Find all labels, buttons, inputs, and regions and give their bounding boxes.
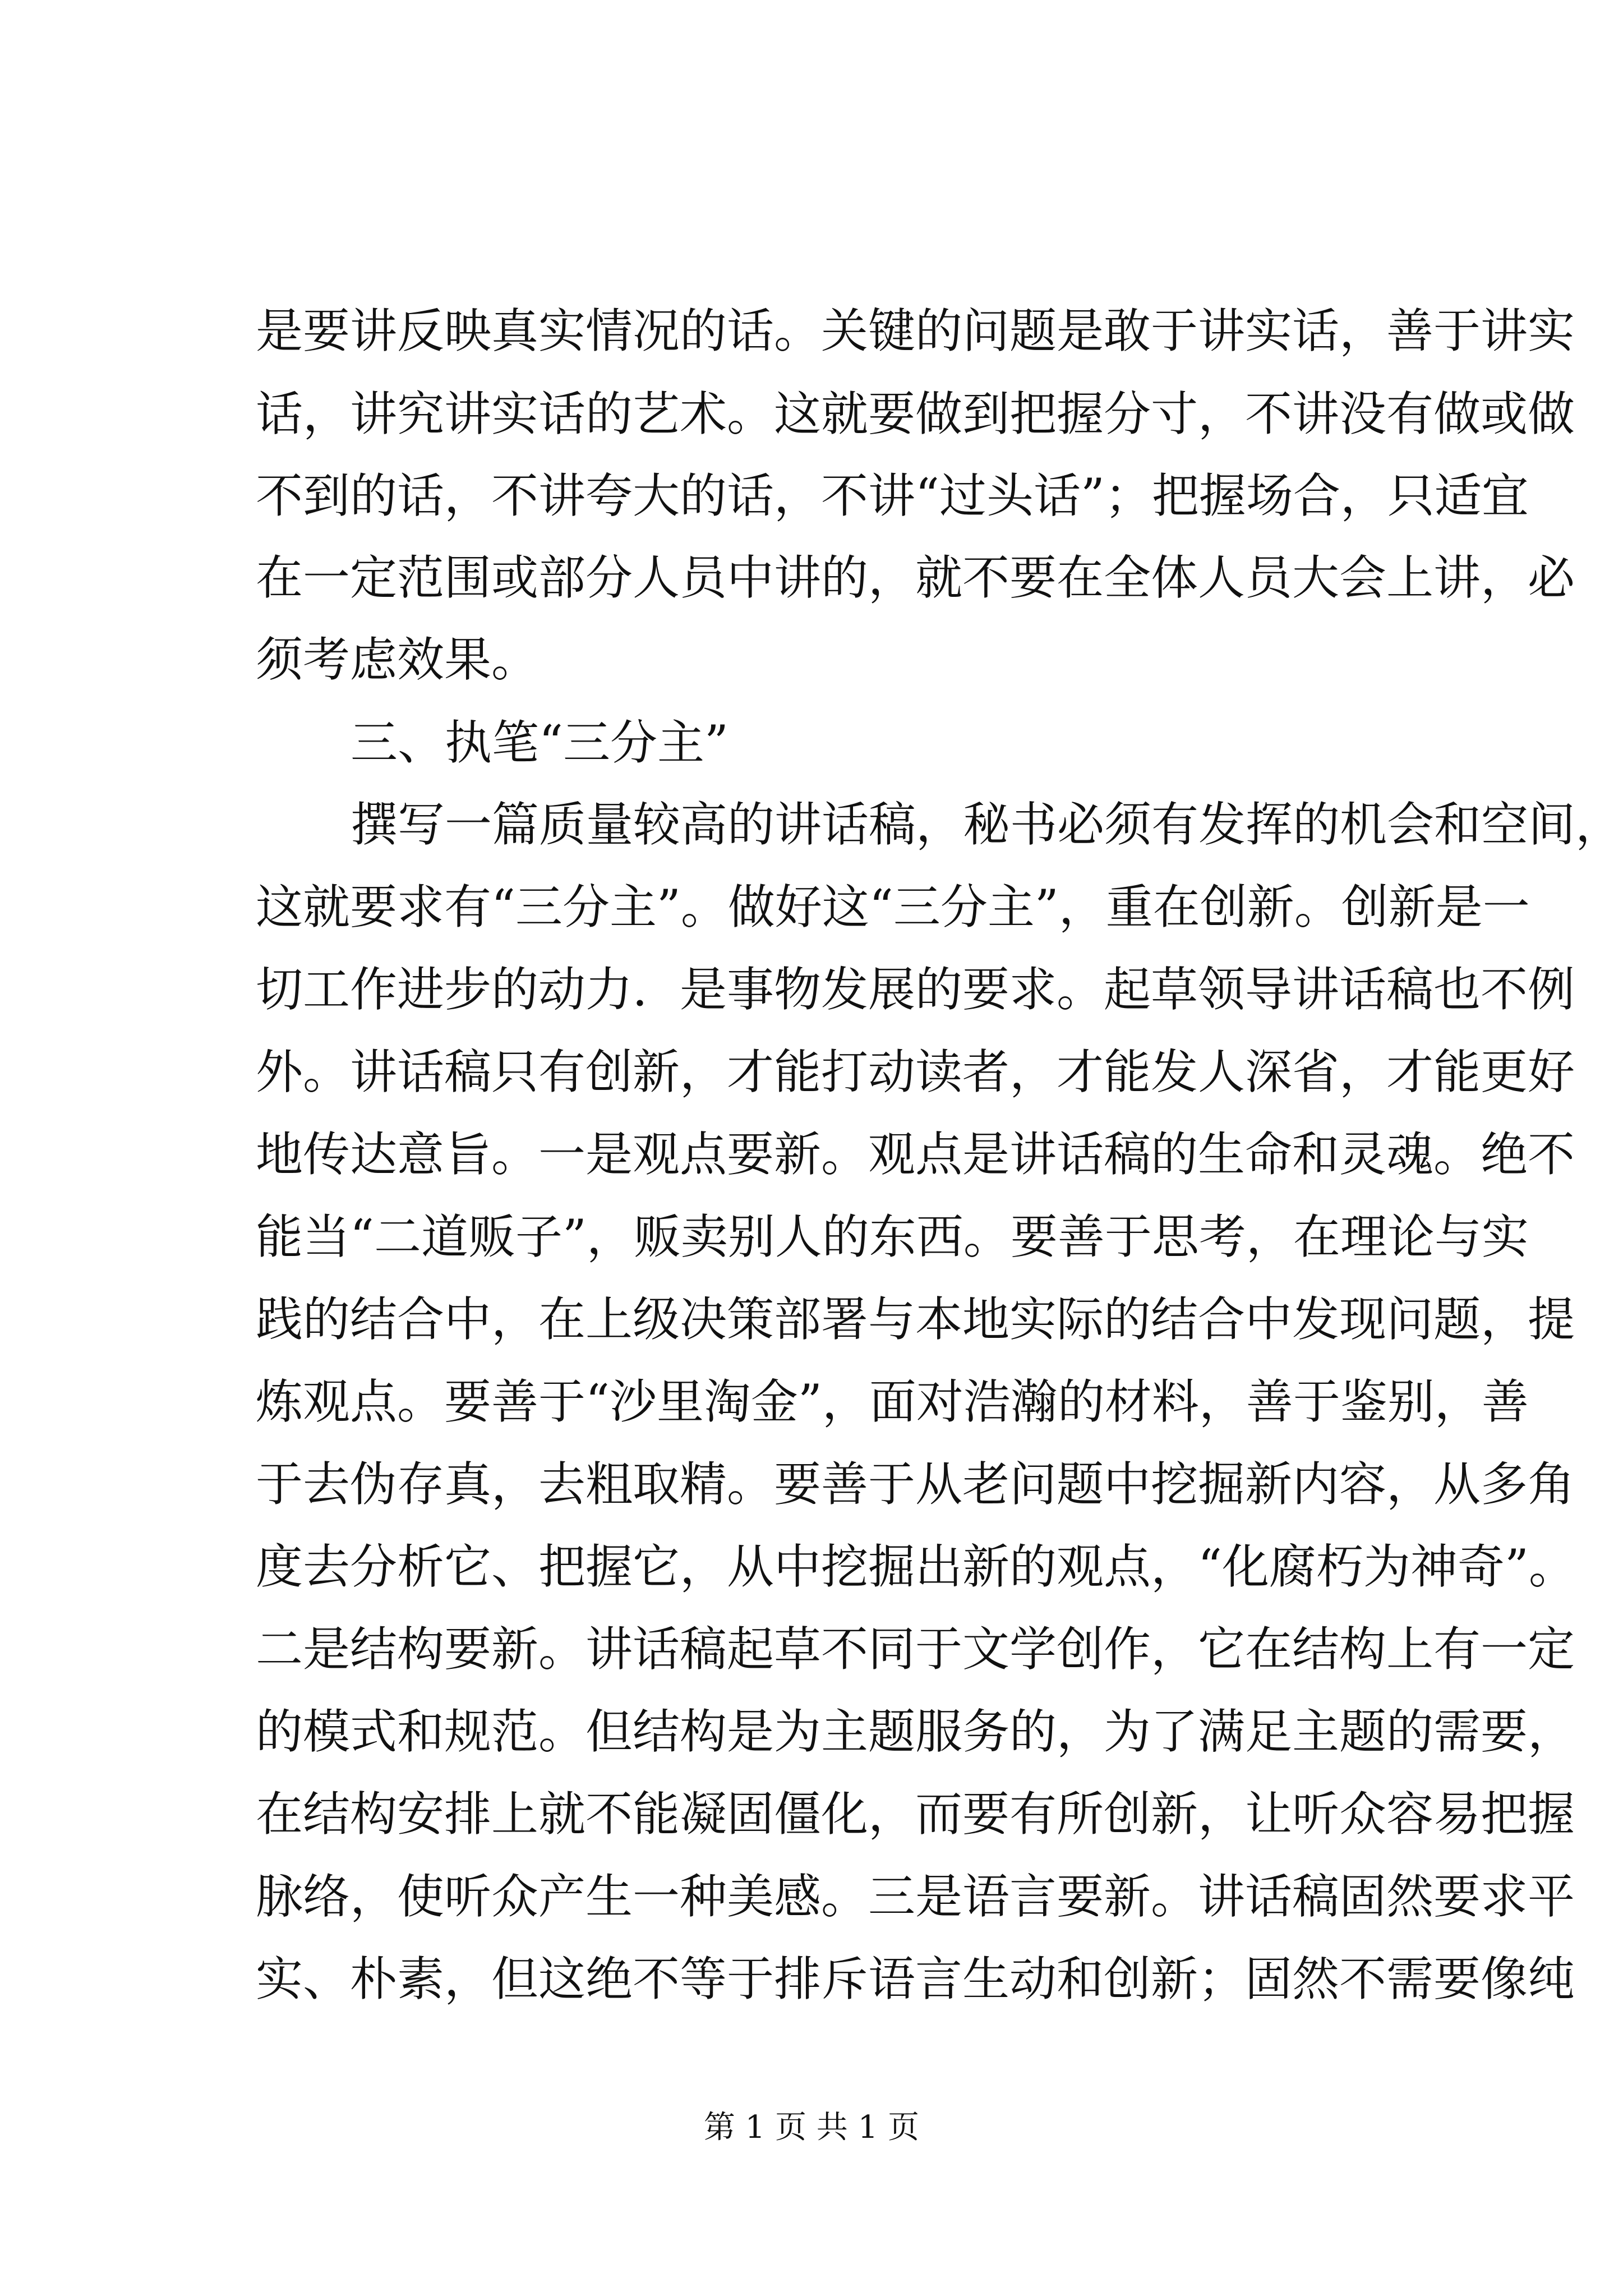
body-text-line: 炼观点。要善于“沙里淘金”，面对浩瀚的材料，善于鉴别，善 (256, 1374, 1529, 1429)
body-text-line: 实、朴素，但这绝不等于排斥语言生动和创新；固然不需要像纯 (256, 1952, 1575, 2007)
body-text-line: 在一定范围或部分人员中讲的，就不要在全体人员大会上讲，必 (256, 550, 1575, 605)
body-text-line: 撰写一篇质量较高的讲话稿，秘书必须有发挥的机会和空间， (351, 797, 1623, 852)
page-footer: 第 1 页 共 1 页 (703, 2109, 920, 2146)
body-text-line: 不到的话，不讲夸大的话，不讲“过头话”；把握场合，只适宜 (256, 468, 1529, 523)
body-text-line: 于去伪存真，去粗取精。要善于从老问题中挖掘新内容，从多角 (256, 1457, 1575, 1512)
body-text-line: 的模式和规范。但结构是为主题服务的，为了满足主题的需要， (256, 1704, 1575, 1759)
body-text-line: 切工作进步的动力．是事物发展的要求。起草领导讲话稿也不例 (256, 962, 1575, 1017)
body-text-line: 能当“二道贩子”，贩卖别人的东西。要善于思考，在理论与实 (256, 1209, 1529, 1264)
body-text-line: 在结构安排上就不能凝固僵化，而要有所创新，让听众容易把握 (256, 1787, 1575, 1842)
body-text-line: 这就要求有“三分主”。做好这“三分主”，重在创新。创新是一 (256, 880, 1530, 935)
body-text-line: 践的结合中，在上级决策部署与本地实际的结合中发现问题，提 (256, 1292, 1575, 1347)
body-text-line: 外。讲话稿只有创新，才能打动读者，才能发人深省，才能更好 (256, 1045, 1575, 1099)
body-text-line: 须考虑效果。 (256, 632, 539, 687)
body-text-line: 地传达意旨。一是观点要新。观点是讲话稿的生命和灵魂。绝不 (256, 1127, 1575, 1182)
body-text-line: 脉络，使听众产生一种美感。三是语言要新。讲话稿固然要求平 (256, 1869, 1575, 1924)
body-text-line: 二是结构要新。讲话稿起草不同于文学创作，它在结构上有一定 (256, 1622, 1575, 1677)
body-text-line: 是要讲反映真实情况的话。关键的问题是敢于讲实话，善于讲实 (256, 303, 1575, 358)
body-text-line: 度去分析它、把握它，从中挖掘出新的观点，“化腐朽为神奇”。 (256, 1539, 1576, 1594)
body-text-line: 话，讲究讲实话的艺术。这就要做到把握分寸，不讲没有做或做 (256, 386, 1575, 441)
section-heading: 三、执笔“三分主” (351, 715, 728, 770)
